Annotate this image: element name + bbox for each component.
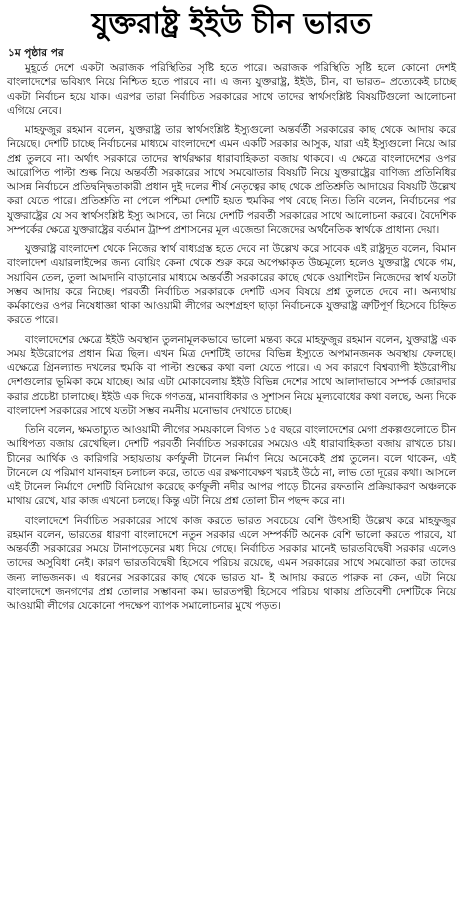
continued-from-label: ১ম পৃষ্ঠার পর bbox=[8, 47, 64, 59]
headline-area bbox=[7, 0, 456, 46]
article-paragraph: তিনি বলেন, ক্ষমতাচ্যুত আওয়ামী লীগের সময়কালে বিগত ১৫ বছরে বাংলাদেশের মেগা প্রকল্পগুলোতে চীন আধিপত্য বজায় রেখেছিল। দেশটি পরবর্তী নির্বাচিত সরকারের সময়েও এই ধারাবাহিকতা বজায় রাখতে চায়। চীনের আর্থিক ও কারিগরি সহায়তায় কর্ণফুলী টানেল নির্মাণ নিয়ে অনেকেই প্রশ্ন তুলেন। বলে থাকেন, এই টানেলে যে পরিমাণ যানবাহন চলাচল করে, তাতে এর রক্ষণাবেক্ষণ খরচই উঠে না, লাভ তো দূরের কথা। আসলে এই টানেল নির্মাণে দেশটি বিনিয়োগ করেছে কর্ণফুলী নদীর আপর পাড়ে চীনের রফতানি প্রক্রিয়াকরণ অঞ্চলকে মাথায় রেখে, যার কাজ এখনো চলছে। কিন্তু এটা নিয়ে প্রশ্ন তোলা চীন পছন্দ করে না। bbox=[7, 424, 456, 508]
article-headline: যুক্তরাষ্ট্র ইইউ চীন ভারত bbox=[91, 6, 372, 40]
article-paragraph: বাংলাদেশের ক্ষেত্রে ইইউ অবস্থান তুলনামূলকভাবে ভালো মন্তব্য করে মাহফুজুর রহমান বলেন, যুক্তরাষ্ট্র এক সময় ইউরোপের প্রধান মিত্র ছিল। এখন মিত্র দেশটিই তাদের বিভিন্ন ইস্যুতে অপমানজনক অবস্থায় ফেলছে। এক্ষেত্রে গ্রিনল্যান্ড দখলের হুমকি বা পাল্টা শুল্কের কথা বলা যেতে পারে। এ সব কারণে বিশ্বব্যাপী ইউরোপীয় দেশগুলোর ভূমিকা কমে যাচ্ছে। আর এটা মোকাবেলায় ইইউ বিভিন্ন দেশের সাথে আলাদাভাবে সম্পর্ক জোরদার করার প্রচেষ্টা চালাচ্ছে। ইইউ এক দিকে গণতন্ত্র, মানবাধিকার ও সুশাসন নিয়ে মূল্যবোধের কথা বলছে, অন্য দিকে বাংলাদেশ সরকারের সাথে যতটা সম্ভব নমনীয় মনোভাব দেখাতে চাচ্ছে। bbox=[7, 333, 456, 417]
article-paragraph: মাহফুজুর রহমান বলেন, যুক্তরাষ্ট্র তার স্বার্থসংশ্লিষ্ট ইস্যুগুলো অন্তর্বর্তী সরকারের কাছ থেকে আদায় করে নিয়েছে। দেশটি চাচ্ছে নির্বাচনের মাধ্যমে বাংলাদেশে এমন একটি সরকার আসুক, যারা এই ইস্যুগুলো নিয়ে আর প্রশ্ন তুলবে না। অর্থাৎ সরকারে তাদের স্বার্থরক্ষার ধারাবাহিকতা বজায় থাকবে। এ ক্ষেত্রে বাংলাদেশের ওপর আরোপিত পাল্টা শুল্ক নিয়ে অন্তর্বর্তী সরকারের সাথে সমঝোতার বিষয়টি নিয়ে যুক্তরাষ্ট্রের বাণিজ্য প্রতিনিধির আসন্ন নির্বাচনে প্রতিদ্বন্দ্বিতাকারী প্রধান দুই দলের শীর্ষ নেতৃত্বের কাছ থেকে প্রতিশ্রুতি আদায়ের বিষয়টি উল্লেখ করা যেতে পারে। প্রতিশ্রুতি না পেলে পশ্চিমা দেশটি হয়ত হুমকির পথ বেছে নিত। তিনি বলেন, নির্বাচনের পর যুক্তরাষ্ট্রের যে সব স্বার্থসংশ্লিষ্ট ইস্যু আসবে, তা নিয়ে দেশটি পরবর্তী সরকারের সাথে আলোচনা করবে। বৈদেশিক সম্পর্কের ক্ষেত্রে যুক্তরাষ্ট্রের বর্তমান ট্রাম্প প্রশাসনের মূল এজেন্ডা নিজেদের অর্থনৈতিক স্বার্থকে প্রাধান্য দেয়া। bbox=[7, 124, 456, 236]
article-body bbox=[7, 61, 456, 613]
article-paragraph: মুহূর্তে দেশে একটা অরাজক পরিস্থিতির সৃষ্টি হতে পারে। অরাজক পরিস্থিতি সৃষ্টি হলে কোনো দেশই বাংলাদেশের ভবিষ্যৎ নিয়ে নিশ্চিত হতে পারবে না। এ জন্য যুক্তরাষ্ট্র, ইইউ, চীন, বা ভারত– প্রত্যেকেই চাচ্ছে একটা নির্বাচন হয়ে যাক। এরপর তারা নির্বাচিত সরকারের সাথে তাদের স্বার্থসংশ্লিষ্ট বিষয়টিগুলো আলোচনা এগিয়ে নেবে। bbox=[7, 62, 456, 117]
article-paragraph: যুক্তরাষ্ট্র বাংলাদেশ থেকে নিজের স্বার্থ বাধ্যগ্রস্ত হতে দেবে না উল্লেখ করে সাবেক এই রাষ্ট্রদূত বলেন, বিমান বাংলাদেশ এয়ারলাইন্সের জন্য বোয়িং কেনা থেকে শুরু করে অপেক্ষাকৃত উচ্চমূল্যে হলেও যুক্তরাষ্ট্র থেকে গম, সয়াবিন তেল, তুলা আমদানি বাড়ানোর মাধ্যমে অন্তর্বর্তী সরকারের কাছে থেকে ওয়াশিংটন নিজেদের স্বার্থ যতটা সম্ভব আদায় করে নিচ্ছে। পরবর্তী নির্বাচিত সরকারকে দেশটি এসব বিষয়ে প্রশ্ন তুলতে দেবে না। অন্যথায় কর্মকাণ্ডের ওপর নিষেধাজ্ঞা থাকা আওয়ামী লীগের অংশগ্রহণ ছাড়া নির্বাচনকে যুক্তরাষ্ট্র ত্রুটিপূর্ণ হিসেবে চিহ্নিত করতে পারে। bbox=[7, 243, 456, 327]
article-paragraph: বাংলাদেশে নির্বাচিত সরকারের সাথে কাজ করতে ভারত সবচেয়ে বেশি উৎসাহী উল্লেখ করে মাহফুজুর রহমান বলেন, ভারতের ধারণা বাংলাদেশে নতুন সরকার এলে সম্পর্কটি অনেক বেশি ভালো করতে পারবে, যা অন্তর্বর্তী সরকারের সময়ে টানাপড়েনের মধ্য দিয়ে গেছে। নির্বাচিত সরকার মানেই ভারতবিদ্বেষী সরকার এলেও তাদের অসুবিধা নেই। কারণ ভারতবিদ্বেষী হিসেবে পরিচয় রয়েছে, এমন সরকারের সাথে সমঝোতা করা তাদের জন্য লাভজনক। এ ধরনের সরকারের কাছ থেকে ভারত যা- ই আদায় করতে পারুক না কেন, এটা নিয়ে বাংলাদেশে জনগণের প্রশ্ন তোলার সম্ভাবনা কম। ভারতপন্থী হিসেবে পরিচয় থাকায় প্রতিবেশী দেশটিকে নিয়ে আওয়ামী লীগের যেকোনো পদক্ষেপ ব্যাপক সমালোচনার মুখে পড়ত। bbox=[7, 514, 456, 612]
